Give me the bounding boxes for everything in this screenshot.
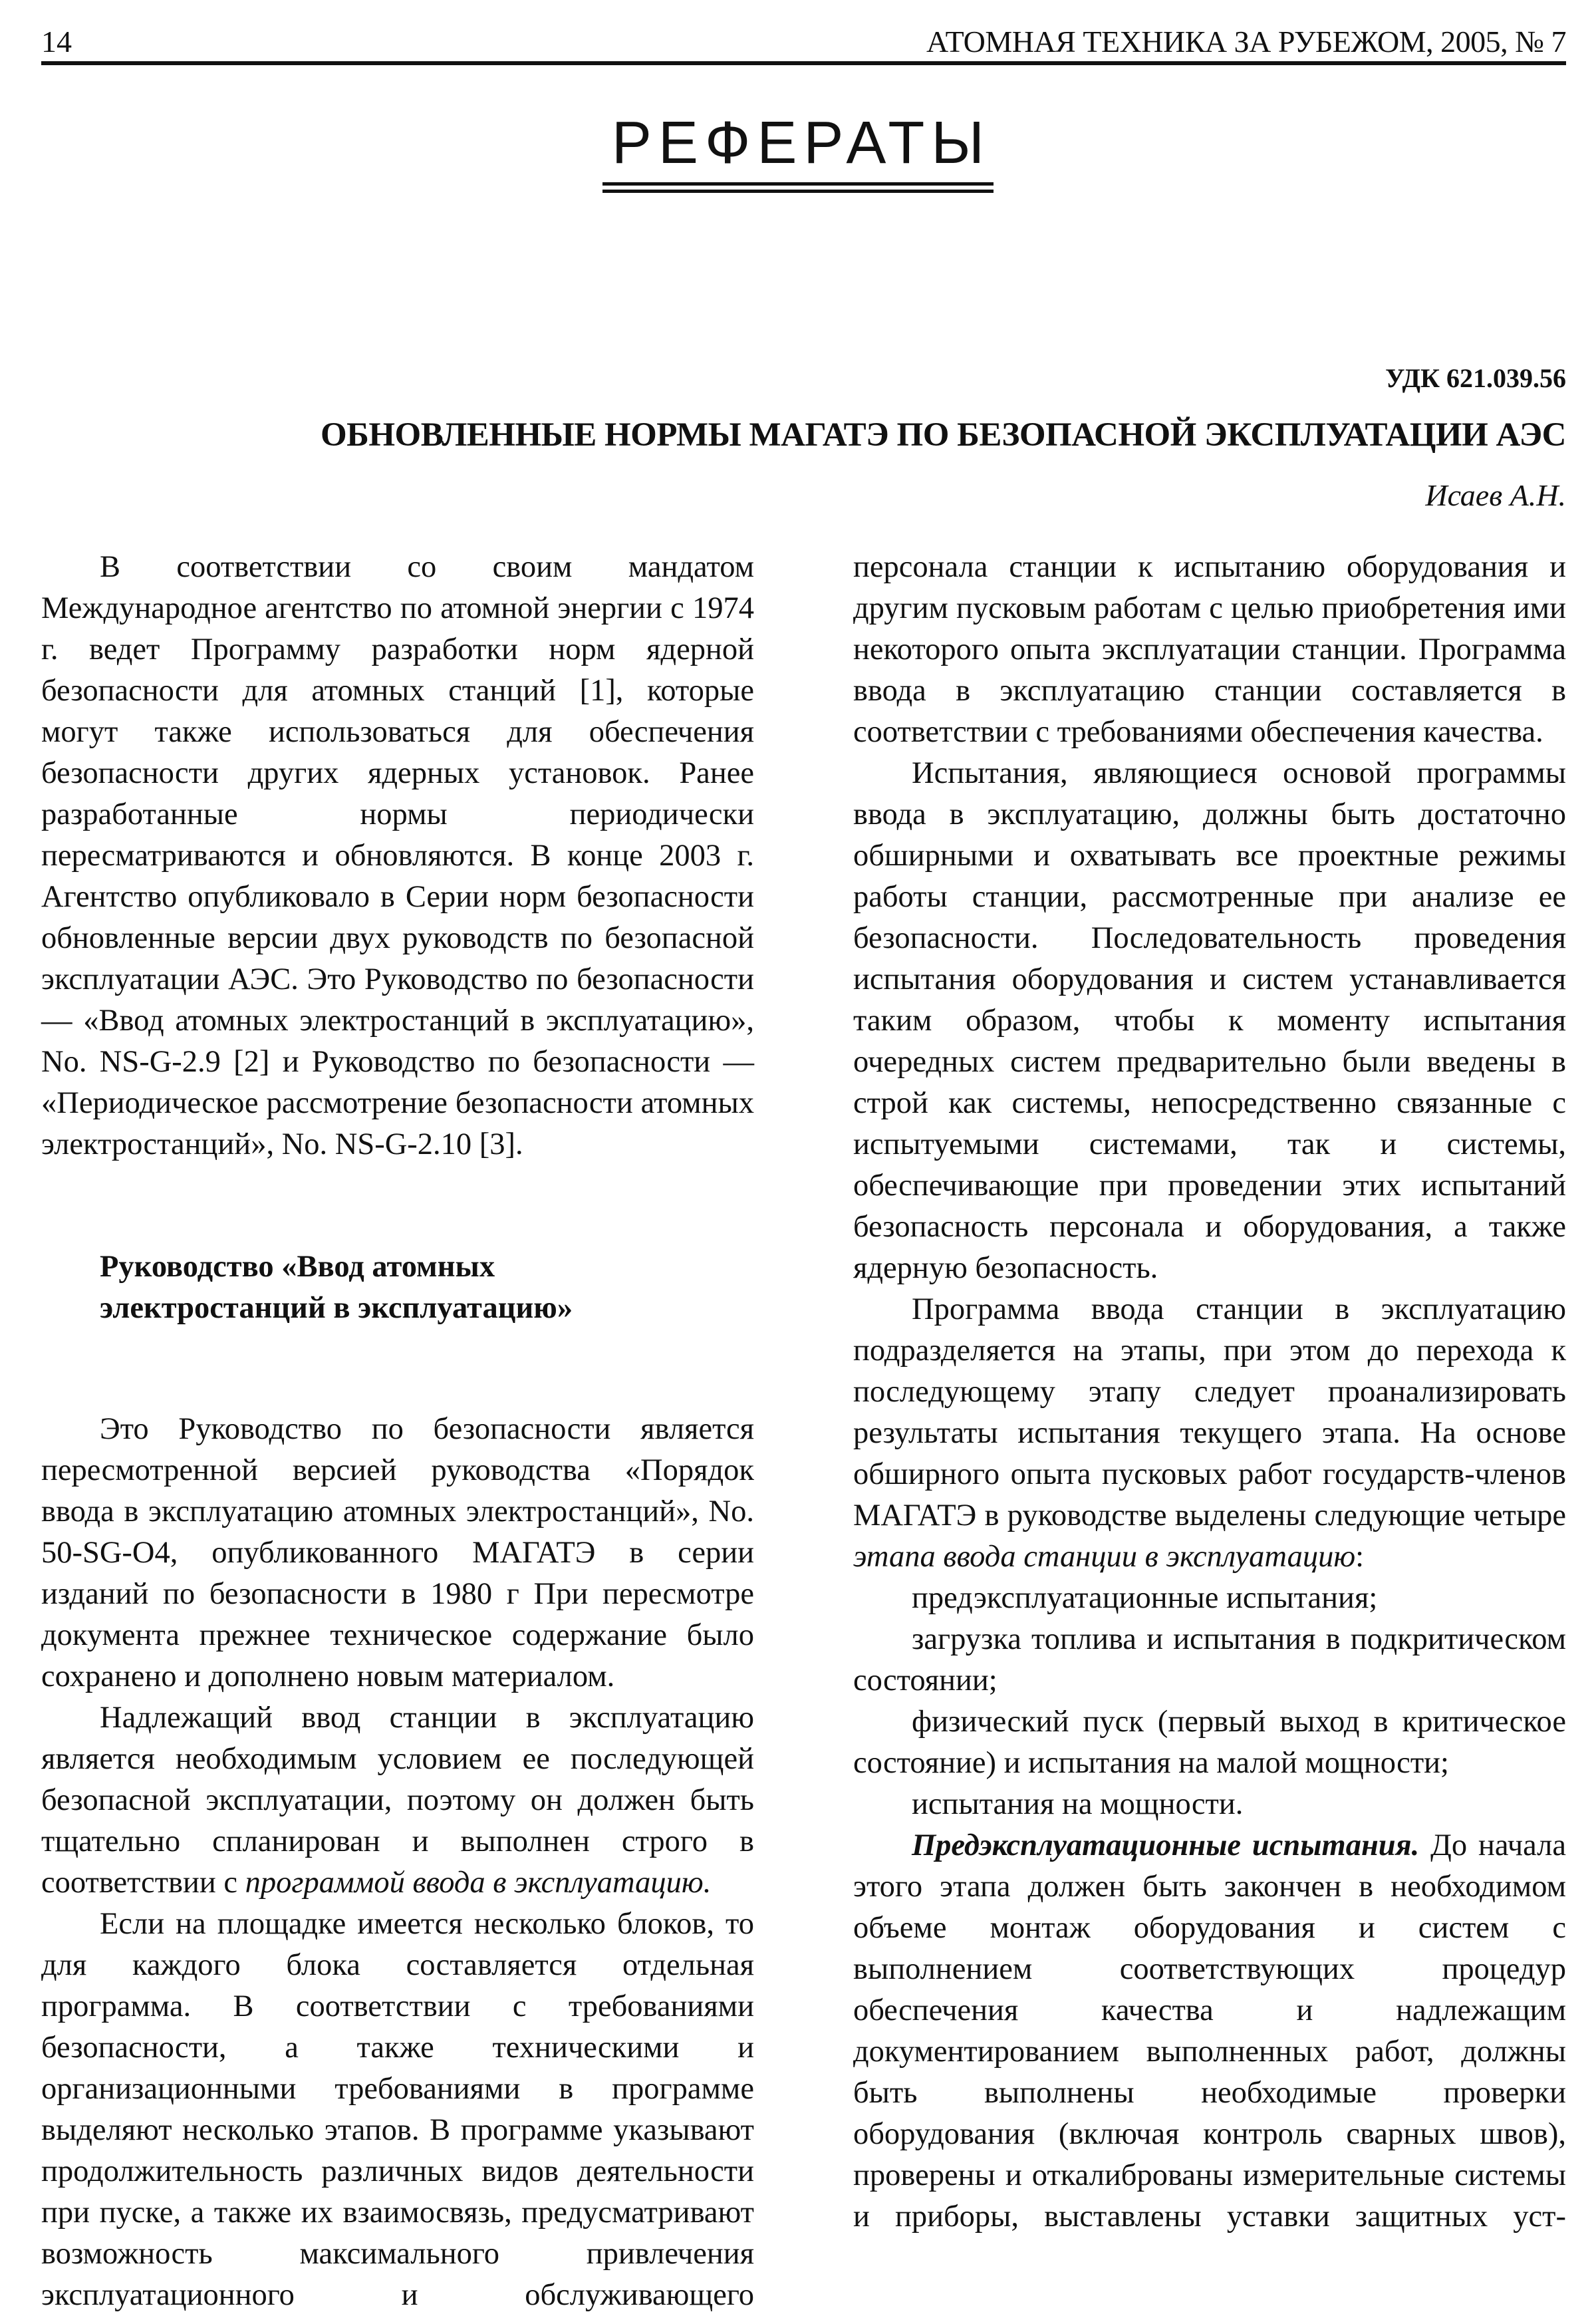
paragraph-text: :: [1355, 1540, 1365, 1574]
paragraph: Это Руководство по безопасности является пересмотренной версией руководства «Порядок ввода в эксплуатацию атомных электростанций», No. 50-SG-O4, опубликованного МАГАТЭ в серии изданий по безопасности в 1980 г При пересмотре документа прежнее техническое содержание было сохранено и дополнено новым материалом.: [41, 1412, 754, 1693]
emphasis-text: программой ввода в эксплуатацию.: [245, 1866, 712, 1900]
article-title: ОБНОВЛЕННЫЕ НОРМЫ МАГАТЭ ПО БЕЗОПАСНОЙ ЭКСПЛУАТАЦИИ АЭС: [320, 416, 1566, 454]
paragraph: Испытания, являющиеся основой программы ввода в эксплуатацию, должны быть достаточно обширными и охватывать все проектные режимы работы станции, рассмотренные при анализе ее безопасности. Последовательность проведения испытания оборудования и систем устанавливается таким образом, чтобы к моменту испытания очередных систем предварительно были введены в строй как системы, непосредственно связанные с испытуемыми системами, так и системы, обеспечивающие при проведении этих испытаний безопасность персонала и оборудования, а также ядерную безопасность.: [853, 756, 1566, 1285]
list-item: предэксплуатационные испытания;: [912, 1581, 1378, 1615]
subheading-line: электростанций в эксплуатацию»: [100, 1291, 573, 1325]
paragraph: [41, 1697, 754, 1904]
paragraph: [853, 1825, 1566, 2238]
paragraph: В соответствии со своим мандатом Международное агентство по атомной энергии с 1974 г. ведет Программу разработки норм ядерной безопасности для атомных станций [1], которые могут также использоваться для обеспечения безопасности других ядерных установок. Ранее разработанные нормы периодически пересматриваются и обновляются. В конце 2003 г. Агентство опубликовало в Серии норм безопасности обновленные версии двух руководств по безопасной эксплуатации АЭС. Это Руководство по безопасности — «Ввод атомных электростанций в эксплуатацию», No. NS-G-2.9 [2] и Руководство по безопасности — «Периодическое рассмотрение безопасности атомных электростанций», No. NS-G-2.10 [3].: [41, 550, 754, 1161]
subheading: [100, 1246, 754, 1329]
paragraph: персонала станции к испытанию оборудования и другим пусковым работам с целью приобретения ими некоторого опыта эксплуатации станции. Программа ввода в эксплуатацию станции составляется в соответствии с требованиями обеспечения качества.: [853, 550, 1566, 749]
paragraph: [853, 1289, 1566, 1578]
run-in-heading: Предэксплуатационные испытания.: [912, 1828, 1420, 1862]
section-heading: [0, 110, 1596, 193]
list-item: загрузка топлива и испытания в подкритическом состоянии;: [853, 1622, 1566, 1697]
udk-code: УДК 621.039.56: [1385, 363, 1566, 393]
list-item: испытания на мощности.: [912, 1787, 1244, 1821]
page-number: 14: [41, 25, 72, 59]
paragraph-text: Надлежащий ввод станции в эксплуатацию является необходимым условием ее последующей безопасной эксплуатации, поэтому он должен быть тщательно спланирован и выполнен строго в соответствии с: [41, 1701, 754, 1900]
section-title: РЕФЕРАТЫ: [602, 113, 994, 193]
paragraph-text: Программа ввода станции в эксплуатацию подразделяется на этапы, при этом до перехода к последующему этапу следует проанализировать результаты испытания текущего этапа. На основе обширного опыта пусковых работ государств-членов МАГАТЭ в руководстве выделены следующие четыре: [853, 1292, 1566, 1532]
list-item: физический пуск (первый выход в критическое состояние) и испытания на малой мощности;: [853, 1705, 1566, 1780]
article-author: Исаев А.Н.: [1425, 478, 1566, 512]
paragraph-text: До начала этого этапа должен быть закончен в необходимом объеме монтаж оборудования и систем с выполнением соответствующих процедур обеспечения качества и надлежащим документированием выполненных работ, должны быть выполнены необходимые проверки оборудования (включая контроль сварных швов), проверены и откалиброваны измерительные системы и приборы, выставлены уставки защитных уст-: [853, 1828, 1566, 2234]
running-header: [41, 19, 1566, 65]
emphasis-text: этапа ввода станции в эксплуатацию: [853, 1540, 1356, 1574]
right-column: [853, 547, 1566, 2238]
paragraph: Если на площадке имеется несколько блоков, то для каждого блока составляется отдельная программа. В соответствии с требованиями безопасности, а также техническими и организационными требованиями в программе выделяют несколько этапов. В программе указывают продолжительность различных видов деятельности при пуске, а также их взаимосвязь, предусматривают возможность максимального привлечения эксплуатационного и обслуживающего: [41, 1907, 754, 2312]
journal-title: АТОМНАЯ ТЕХНИКА ЗА РУБЕЖОМ, 2005, № 7: [926, 25, 1566, 59]
left-column: [41, 547, 754, 2316]
subheading-line: Руководство «Ввод атомных: [100, 1250, 495, 1284]
